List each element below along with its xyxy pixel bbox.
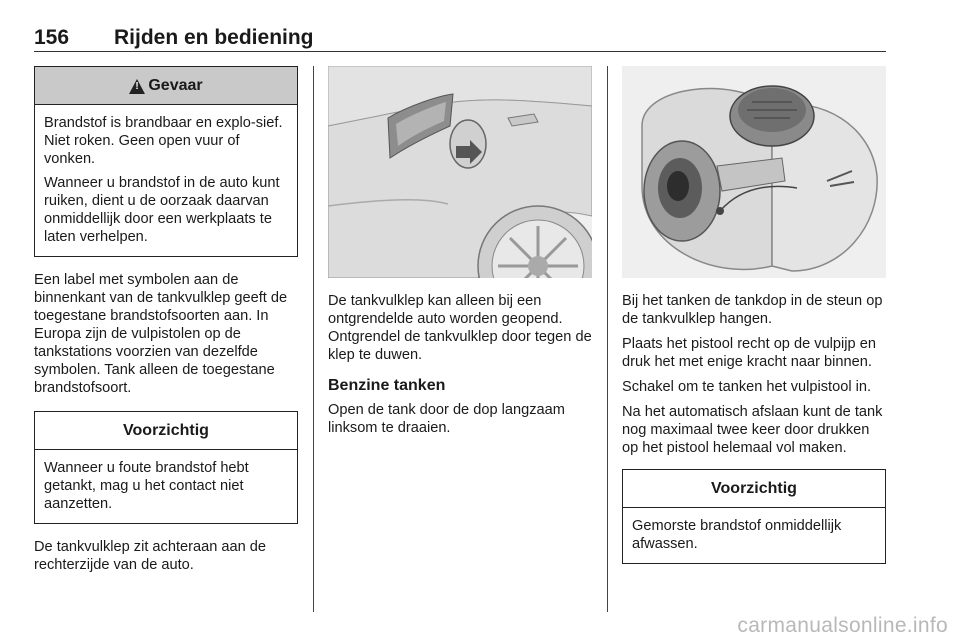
insert-nozzle-paragraph: Plaats het pistool recht op de vulpijp en druk het met enige kracht naar binnen. xyxy=(622,336,876,370)
caution-box-1-body xyxy=(35,450,297,523)
fuel-cap-illustration xyxy=(622,66,886,278)
fuel-label-paragraph: Een label met symbolen aan de binnenkant van de tankvulklep geeft de toegestane brandstofsoorten aan. In Europa zijn de vulpistolen op de tankstations voorzien van dezelfde symbolen. Tank alleen de toegestane brandstofsoort. xyxy=(34,272,288,396)
section-heading-benzine-tanken: Benzine tanken xyxy=(328,377,446,394)
fuel-cap-image xyxy=(622,66,886,278)
hang-cap-paragraph: Bij het tanken de tankdop in de steun op de tankvulklep hangen. xyxy=(622,293,883,327)
page-number: 156 xyxy=(34,26,70,49)
caution-box-2-body xyxy=(623,508,885,563)
danger-box-body xyxy=(35,105,297,256)
caution-box-1-header: Voorzichtig xyxy=(35,412,297,450)
fuel-flap-location-paragraph: De tankvulklep zit achteraan aan de rechterzijde van de auto. xyxy=(34,539,267,573)
column-divider-1 xyxy=(313,66,314,612)
danger-text-1: Brandstof is brandbaar en explo-sief. Niet roken. Geen open vuur of vonken. xyxy=(44,115,283,167)
top-up-paragraph: Na het automatisch afslaan kunt de tank nog maximaal twee keer door drukken op het pistool helemaal vol maken. xyxy=(622,404,883,456)
column-3 xyxy=(622,66,886,564)
column-divider-2 xyxy=(607,66,608,612)
activate-nozzle-paragraph: Schakel om te tanken het vulpistool in. xyxy=(622,379,872,395)
open-tank-paragraph: Open de tank door de dop langzaam linksom te draaien. xyxy=(328,402,565,436)
danger-box xyxy=(34,66,298,257)
page-header xyxy=(34,26,886,52)
danger-title: Gevaar xyxy=(148,76,203,94)
caution-box-2 xyxy=(622,469,886,564)
caution-2-text: Gemorste brandstof onmiddellijk afwassen. xyxy=(632,518,842,552)
column-2 xyxy=(328,66,592,437)
column-1 xyxy=(34,66,298,574)
danger-text-2: Wanneer u brandstof in de auto kunt ruiken, dient u de oorzaak daarvan onmiddellijk door een werkplaats te laten verhelpen. xyxy=(44,175,280,245)
watermark: carmanualsonline.info xyxy=(737,614,948,637)
unlock-flap-paragraph: De tankvulklep kan alleen bij een ontgrendelde auto worden geopend. Ontgrendel de tankvulklep door tegen de klep te duwen. xyxy=(328,293,592,363)
warning-triangle-icon xyxy=(129,79,145,94)
danger-box-header xyxy=(35,67,297,105)
caution-box-1 xyxy=(34,411,298,524)
caution-1-text: Wanneer u foute brandstof hebt getankt, mag u het contact niet aanzetten. xyxy=(44,460,249,512)
page-title: Rijden en bediening xyxy=(114,26,314,49)
caution-box-2-header: Voorzichtig xyxy=(623,470,885,508)
fuel-flap-car-illustration xyxy=(328,66,592,278)
car-rear-image xyxy=(328,66,592,278)
